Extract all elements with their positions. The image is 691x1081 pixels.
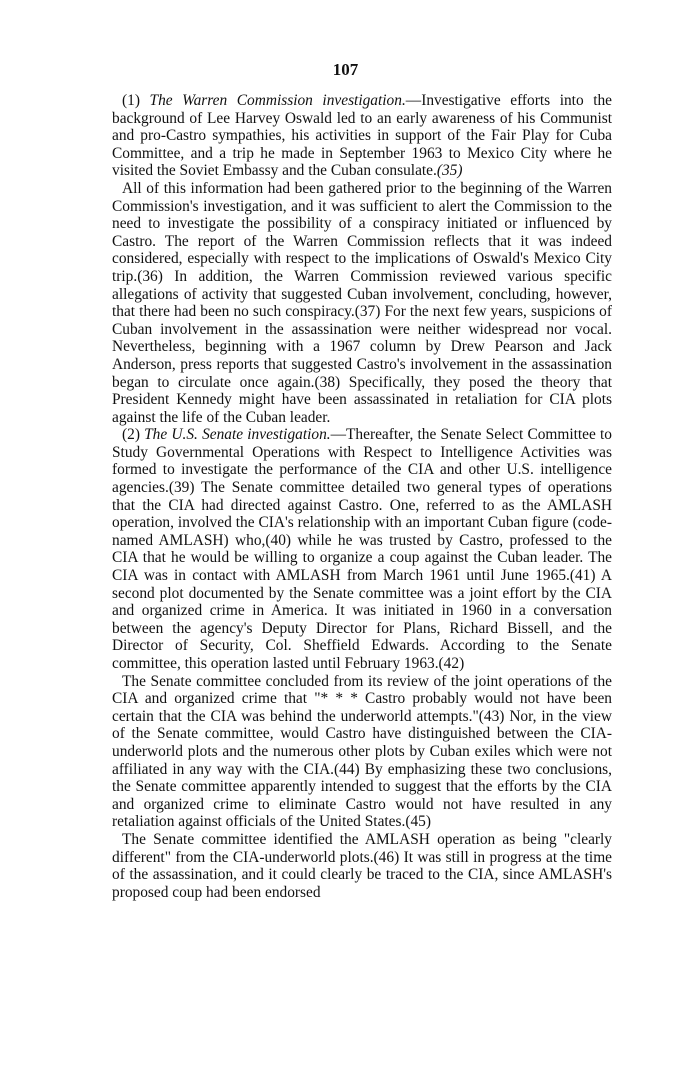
section-number: (1) [122, 92, 150, 109]
section-heading-senate-investigation: The U.S. Senate investigation. [144, 426, 331, 444]
body-text [112, 92, 612, 901]
page-number: 107 [332, 60, 359, 79]
paragraph-text: —Thereafter, the Senate Select Committee to Study Governmental Operations with Respect to Intelligence Activities was formed to investigate the performance of the CIA and other U.S. intelligence agencies.(39) The Senate committee detailed two general types of operations that the CIA had directed against Castro. One, referred to as the AMLASH operation, involved the CIA's relationship with an important Cuban figure (code-named AMLASH) who,(40) while he was trusted by Castro, professed to the CIA that he would be willing to organize a coup against the Cuban leader. The CIA was in contact with AMLASH from March 1961 until June 1965.(41) A second plot documented by the Senate committee was a joint effort by the CIA and organized crime in America. It was initiated in 1960 in a conversation between the agency's Deputy Director for Plans, Richard Bissell, and the Director of Security, Col. Sheffield Edwards. According to the Senate committee, this operation lasted until February 1963.(42) [112, 426, 612, 672]
paragraph-senate-conclusions: The Senate committee concluded from its review of the joint operations of the CIA and organized crime that "* * * Castro probably would not have been certain that the CIA was behind the underworld attempts."(43) Nor, in the view of the Senate committee, would Castro have distinguished between the CIA-underworld plots and the numerous other plots by Cuban exiles which were not affiliated in any way with the CIA.(44) By emphasizing these two conclusions, the Senate committee apparently intended to suggest that the efforts by the CIA and organized crime to eliminate Castro would not have resulted in any retaliation against officials of the United States.(45) [112, 672, 612, 831]
paragraph-text: —Investigative efforts into the background of Lee Harvey Oswald led to an early awareness of his Communist and pro-Castro sympathies, his activities in support of the Fair Play for Cuba Committee, and a trip he made in September 1963 to Mexico City where he visited the Soviet Embassy and the Cuban consulate. [112, 92, 613, 180]
paragraph-commission-review: All of this information had been gathered prior to the beginning of the Warren Commission's investigation, and it was sufficient to alert the Commission to the need to investigate the possibility of a conspiracy initiated or influenced by Castro. The report of the Warren Commission reflects that it was indeed considered, especially with respect to the implications of Oswald's Mexico City trip.(36) In addition, the Warren Commission reviewed various specific allegations of activity that suggested Cuban involvement, concluding, however, that there had been no such conspiracy.(37) For the next few years, suspicions of Cuban involvement in the assassination were neither widespread nor vocal. Nevertheless, beginning with a 1967 column by Drew Pearson and Jack Anderson, press reports that suggested Castro's involvement in the assassination began to circulate once again.(38) Specifically, they posed the theory that President Kennedy might have been assassinated in retaliation for CIA plots against the life of the Cuban leader. [112, 179, 612, 426]
paragraph-amlash-operation: The Senate committee identified the AMLASH operation as being "clearly different" from the CIA-underworld plots.(46) It was still in progress at the time of the assassination, and it could clearly be traced to the CIA, since AMLASH's proposed coup had been endorsed [112, 830, 612, 901]
footnote-ref: (35) [436, 162, 463, 180]
section-heading-warren-commission: The Warren Commission investigation. [149, 92, 406, 109]
paragraph-warren-commission [112, 92, 612, 180]
section-number: (2) [122, 426, 145, 444]
paragraph-senate-investigation [112, 426, 612, 672]
